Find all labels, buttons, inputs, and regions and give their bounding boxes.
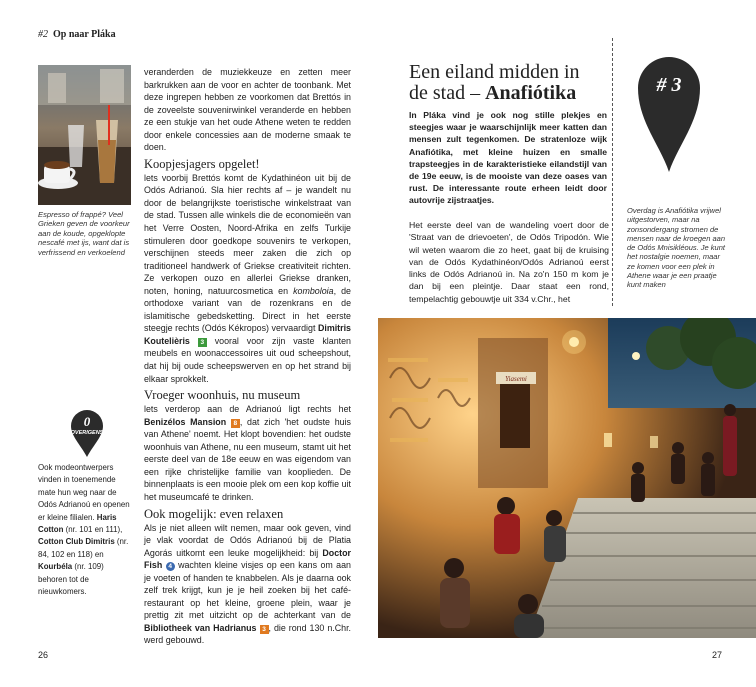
- paragraph-text: lets verderop aan de Adrianoú ligt rechts het: [144, 404, 351, 415]
- map-marker-badge: 3: [198, 338, 207, 347]
- running-head: [38, 29, 116, 40]
- side-note-text: (nr. 101 en 111),: [63, 525, 123, 535]
- paragraph-museum: [144, 403, 351, 503]
- paragraph-text: lets voorbij Brettós komt de Kydathinéon uit bij de Odós Adrianoú. Sla hier rechts af – je wandelt nu door de belangrijkste toeristische winkelstraat van de stad. Tussen alle winkels die de economieën van het Verre Oosten, Noord-Afrika en zelfs Turkije stimuleren door goedkope souvenirs te verkopen, verschijnen steeds meer zaken die zich op traditioneel handwerk of Griekse creativiteit richten. Ze verkopen ouzo en allerlei Griekse dranken, noten, honing, natuurcosmetica en: [144, 172, 351, 296]
- overigens-pin-label: OVERIGENS: [70, 430, 104, 436]
- heading-museum: Vroeger woonhuis, nu museum: [144, 388, 301, 403]
- page-number-left: 26: [38, 650, 49, 660]
- yiasemi-sign: Yiasemi: [505, 375, 527, 383]
- coffee-photo: [38, 65, 131, 205]
- map-marker-badge: 4: [166, 562, 175, 571]
- side-note-text: (nr. 109) behoren tot de nieuwkomers.: [38, 562, 104, 597]
- paragraph-bold: Dimitris Koutelièris: [144, 323, 351, 346]
- article-title: [409, 62, 609, 104]
- article-title-bold: Anafiótika: [485, 82, 577, 104]
- paragraph-italic: komboloia: [293, 285, 334, 296]
- paragraph-text: , de orthodoxe variant van de rozenkrans en de islamitische gebedsketting. Direct in het eerste steegje rechts (Odós Kékropos) vervaardigt: [144, 285, 351, 334]
- paragraph-bold: Doctor Fish: [144, 547, 351, 571]
- page-number-right: 27: [712, 650, 723, 660]
- article-title-line1: Een eiland midden in: [409, 61, 580, 83]
- paragraph-relaxen: [144, 522, 351, 647]
- overigens-pin: [70, 410, 104, 458]
- side-note-bold: Haris Cotton: [38, 512, 117, 535]
- paragraph-text: , die rond 130 n.Chr. werd gebouwd.: [144, 622, 352, 646]
- left-body-column: [144, 66, 351, 650]
- chapter-title: Op naar Pláka: [53, 29, 116, 40]
- map-marker-badge: 8: [231, 419, 240, 428]
- side-note-bold: Kourbéla: [38, 562, 73, 572]
- right-body-column: [409, 219, 609, 308]
- side-note-bold: Cotton Club Dimitris: [38, 537, 115, 547]
- paragraph-text: Als je niet alleen wilt nemen, maar ook geven, vind je vlak voordat de Odós Adrianoú bij de Platia Agorás uitkomt een leuke mogelijkheid: bij: [144, 522, 351, 558]
- tip-pin-number: # 3: [656, 74, 682, 96]
- right-body-paragraph: Het eerste deel van de wandeling voert door de 'Straat van de drievoeten', de Odós Tripodón. Wie wil weten waarom die zo heet, gaat bij de kruising van de Odós Kydathinéon/Odós Adrianoú eerst links de Odós Adrianoú in. Na zo'n 150 m kom je dan bij een pleintje. Daar staat een rond, tempelachtig gebouwtje uit 334 v.Chr., het: [409, 220, 609, 304]
- paragraph-text: , dat zich 'het oudste huis van Athene' noemt. Het klopt bovendien: het oudste woonhuis van Athene, nu een museum, stamt uit het eerste deel van de 18e eeuw en was eigendom van een rijke christelijke familie van kooplieden. De binnenplaats is een mooie plek om een kop koffie uit het museumcafé te drinken.: [144, 416, 351, 502]
- heading-relaxen: Ook mogelijk: even relaxen: [144, 506, 284, 521]
- coffee-caption: Espresso of frappé? Veel Grieken geven de voorkeur aan de koude, opgeklopte nescafé met ijs, want dat is verfrissend en verkoelend: [38, 210, 130, 257]
- chapter-number: #2: [38, 29, 48, 40]
- right-page: [378, 0, 756, 687]
- heading-koopjesjagers: Koopjesjagers opgelet!: [144, 156, 260, 171]
- dashed-divider: [612, 38, 613, 306]
- paragraph-text: vooral voor zijn vaste klanten meubels en woonaccessoires uit oud scheepshout, dat hij bij oude scheepswerven en op het strand bij elkaar sprokkelt.: [144, 335, 351, 384]
- paragraph-bold: Benizélos Mansion: [144, 416, 227, 427]
- paragraph-koopjesjagers: [144, 172, 351, 385]
- photo-caption-right: Overdag is Anafiótika vrijwel uitgestorven, maar na zonsondergang stromen de mensen naar de kroegen aan de Odós Mnisikléous. Je kunt het nostalgie noemen, maar ze komen voor een plek in Athene waar je een praatje kunt maken: [627, 206, 725, 290]
- side-note-text: (nr. 84, 102 en 118) en: [38, 537, 129, 559]
- tip-pin: [636, 55, 702, 173]
- anafiotika-photo: [378, 318, 756, 638]
- side-note-text: Ook modeontwerpers vinden in toenemende mate hun weg naar de Odós Adrianoú en openen er kleine filialen.: [38, 463, 130, 522]
- lead-paragraph: In Pláka vind je ook nog stille plekjes en steegjes waar je waarschijnlijk meer katten dan mensen zult tegenkomen. De stratenloze wijk Anafiótika, met kleine huizen en smalle trapsteegjes in de karakteristieke eilandstijl van de 19e eeuw, is de mooiste van deze oases van rust. De interessante route erheen leidt door autovrije zijstraatjes.: [409, 110, 607, 206]
- map-marker-badge: 3: [260, 625, 269, 634]
- article-title-line2: [409, 83, 609, 104]
- side-note: [38, 462, 132, 598]
- paragraph-bold: Bibliotheek van Hadrianus: [144, 622, 257, 633]
- overigens-pin-number: 0: [83, 414, 91, 429]
- intro-paragraph: veranderden de muziekkeuze en zetten meer barkrukken aan de voor en achter de toonbank. Met deze ingrepen hebben ze voorkomen dat Brettós in de zoveelste souvenirwinkel veranderde en hebben ze een stukje van het oude Athene weten te redden door enkele concessies aan de moderne smaak te doen.: [144, 67, 351, 153]
- article-title-text: de stad –: [409, 82, 486, 104]
- paragraph-text: wachten kleine visjes op een kans om aan je voeten of handen te knabbelen. Als je daarna ook zelf trek krijgt, kun je je heil zoeken bij het café-restaurant op het kleine, groene plein, waar je prettig zit met uitzicht op de achterkant van de: [144, 560, 351, 621]
